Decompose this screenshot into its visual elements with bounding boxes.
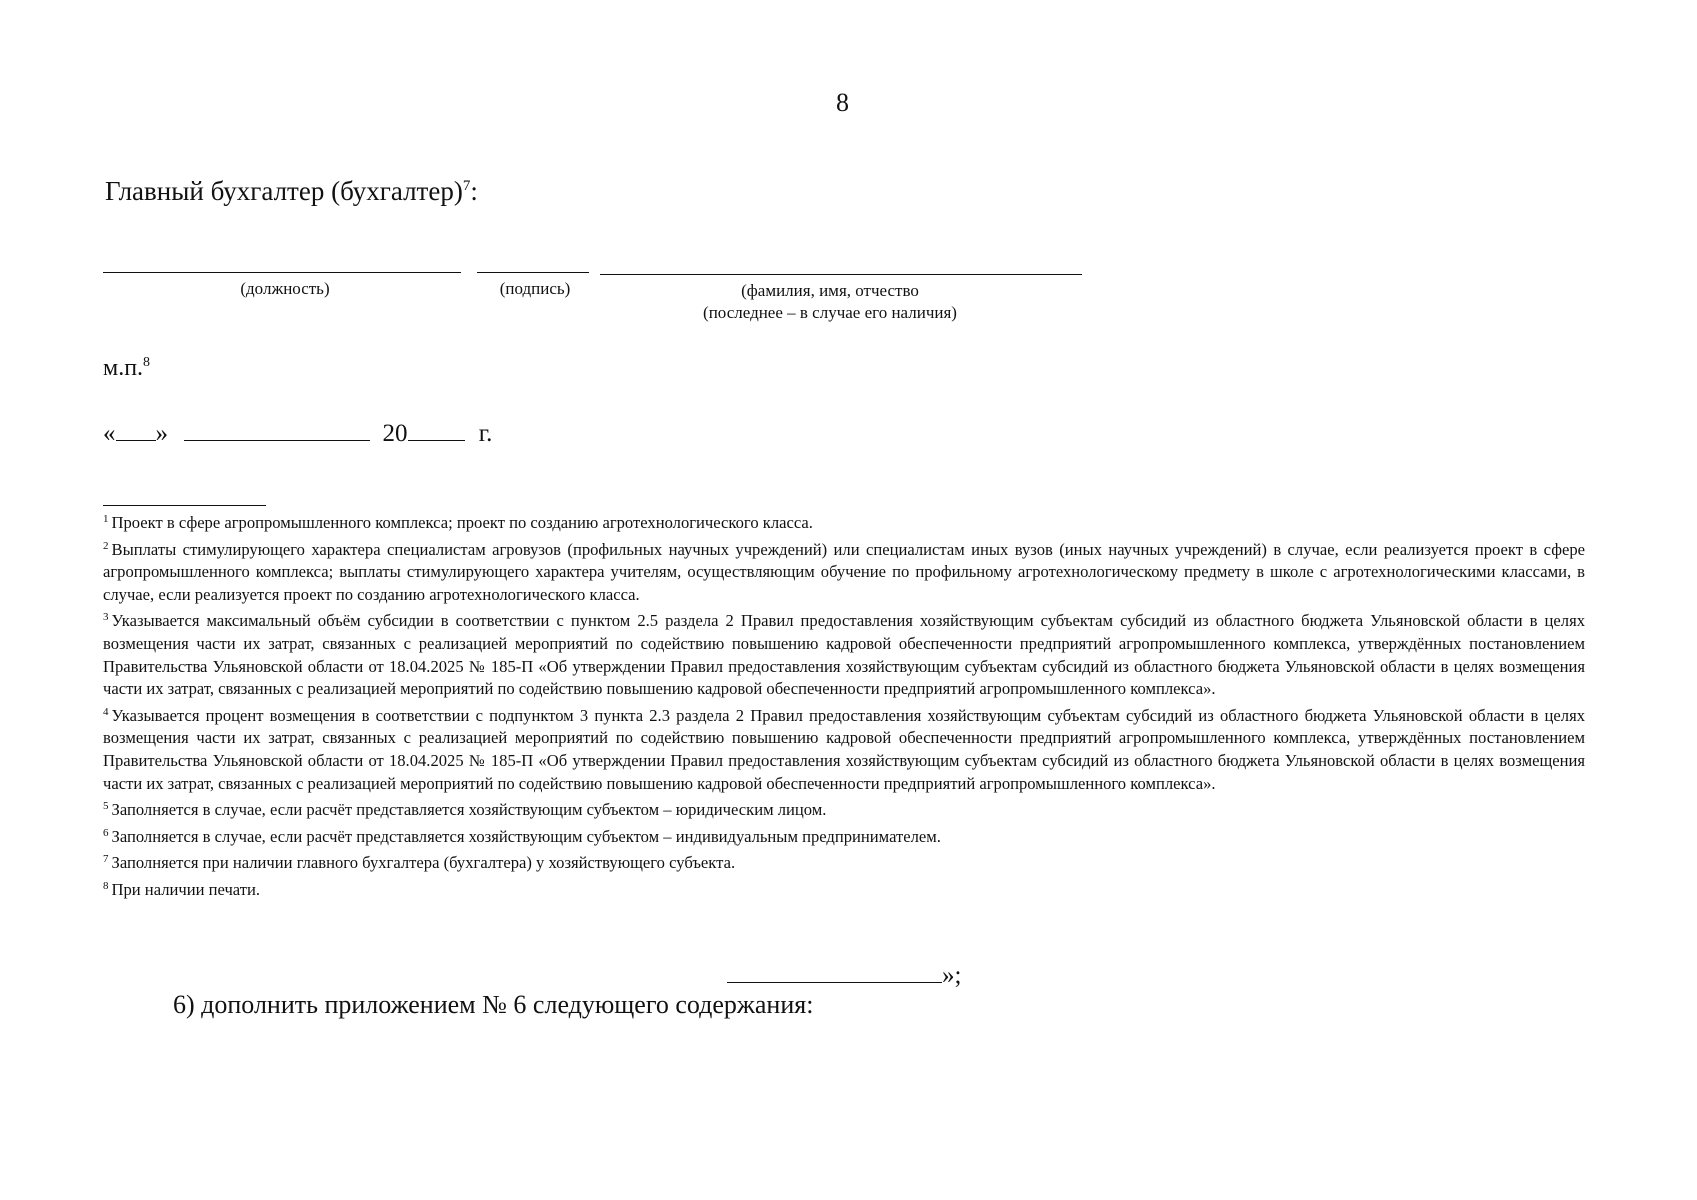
heading-footnote-ref: 7 (462, 178, 471, 194)
heading-suffix: : (470, 176, 478, 206)
footnote-text: Проект в сфере агропромышленного комплекса; проект по созданию агротехнологического класса. (111, 513, 813, 532)
footnote-text: Заполняется в случае, если расчёт представляется хозяйствующим субъектом – юридическим лицом. (111, 800, 827, 820)
footnote-2 (103, 535, 1585, 607)
footnote-number: 7 (103, 853, 109, 866)
date-open-quote: « (103, 420, 116, 447)
position-label: (должность) (240, 279, 330, 298)
closing-blank (727, 960, 942, 983)
footnote-separator (103, 505, 266, 506)
stamp-footnote-ref: 8 (143, 355, 151, 370)
footnote-number: 6 (103, 826, 109, 839)
footnote-number: 1 (103, 513, 109, 525)
day-blank[interactable] (116, 418, 156, 441)
stamp-label: м.п. (103, 355, 144, 381)
signature-heading (105, 176, 478, 207)
amendment-text: 6) дополнить приложением № 6 следующего содержания: (173, 990, 814, 1019)
year-suffix: г. (478, 420, 493, 447)
footnote-number: 8 (103, 879, 109, 892)
closing-line (727, 960, 961, 990)
footnote-7 (103, 848, 1585, 875)
year-prefix: 20 (382, 420, 408, 447)
signature-label: (подпись) (499, 279, 571, 298)
footnote-number: 5 (103, 800, 109, 813)
signature-line[interactable] (477, 272, 589, 273)
footnote-4 (103, 701, 1585, 795)
position-line[interactable] (103, 272, 461, 273)
stamp-place (103, 355, 150, 382)
footnote-text: Заполняется при наличии главного бухгалтера (бухгалтера) у хозяйствующего субъекта. (111, 853, 736, 873)
footnote-text: Заполняется в случае, если расчёт представляется хозяйствующим субъектом – индивидуальным предпринимателем. (111, 826, 941, 846)
footnote-8 (103, 875, 1585, 902)
footnote-3 (103, 606, 1585, 700)
footnote-6 (103, 822, 1585, 849)
signature-heading-text: Главный бухгалтер (бухгалтер) (105, 176, 463, 206)
month-blank[interactable] (184, 418, 370, 441)
full-name-line[interactable] (600, 274, 1082, 275)
footnote-number: 3 (103, 611, 109, 624)
year-blank[interactable] (408, 418, 465, 441)
date-row (103, 418, 492, 448)
closing-suffix: »; (942, 962, 962, 989)
page-number: 8 (836, 88, 849, 117)
footnote-number: 2 (103, 539, 109, 552)
footnote-text: Выплаты стимулирующего характера специалистам агровузов (профильных научных учреждений) или специалистам иных вузов (иных научных учреждений) в случае, если реализуется проект в сфере агропромышленного комплекса; выплаты стимулирующего характера учителям, осуществляющим обучение по профильному агротехнологическому предмету в школе с агротехнологическими классами, в случае, если реализуется проект по созданию агротехнологического класса. (103, 539, 1585, 604)
footnote-text: Указывается максимальный объём субсидии в соответствии с пунктом 2.5 раздела 2 Правил предоставления хозяйствующим субъектам субсидий из областного бюджета Ульяновской области в целях возмещения части их затрат, связанных с реализацией мероприятий по содействию повышению кадровой обеспеченности предприятий агропромышленного комплекса, утверждённых постановлением Правительства Ульяновской области от 18.04.2025 № 185-П «Об утверждении Правил предоставления хозяйствующим субъектам субсидий из областного бюджета Ульяновской области в целях возмещения части их затрат, связанных с реализацией мероприятий по содействию повышению кадровой обеспеченности предприятий агропромышленного комплекса». (103, 611, 1585, 699)
footnotes (103, 508, 1585, 902)
full-name-label-line1: (фамилия, имя, отчество (741, 281, 919, 300)
footnote-1 (103, 508, 1585, 535)
footnote-5 (103, 795, 1585, 822)
date-close-quote: » (155, 420, 168, 447)
footnote-number: 4 (103, 705, 109, 718)
footnote-text: Указывается процент возмещения в соответствии с подпунктом 3 пункта 2.3 раздела 2 Правил предоставления хозяйствующим субъектам субсидий из областного бюджета Ульяновской области в целях возмещения части их затрат, связанных с реализацией мероприятий по содействию повышению кадровой обеспеченности предприятий агропромышленного комплекса, утверждённых постановлением Правительства Ульяновской области от 18.04.2025 № 185-П «Об утверждении Правил предоставления хозяйствующим субъектам субсидий из областного бюджета Ульяновской области в целях возмещения части их затрат, связанных с реализацией мероприятий по содействию повышению кадровой обеспеченности предприятий агропромышленного комплекса». (103, 705, 1585, 793)
footnote-text: При наличии печати. (111, 879, 261, 899)
full-name-label-line2: (последнее – в случае его наличия) (703, 303, 957, 322)
